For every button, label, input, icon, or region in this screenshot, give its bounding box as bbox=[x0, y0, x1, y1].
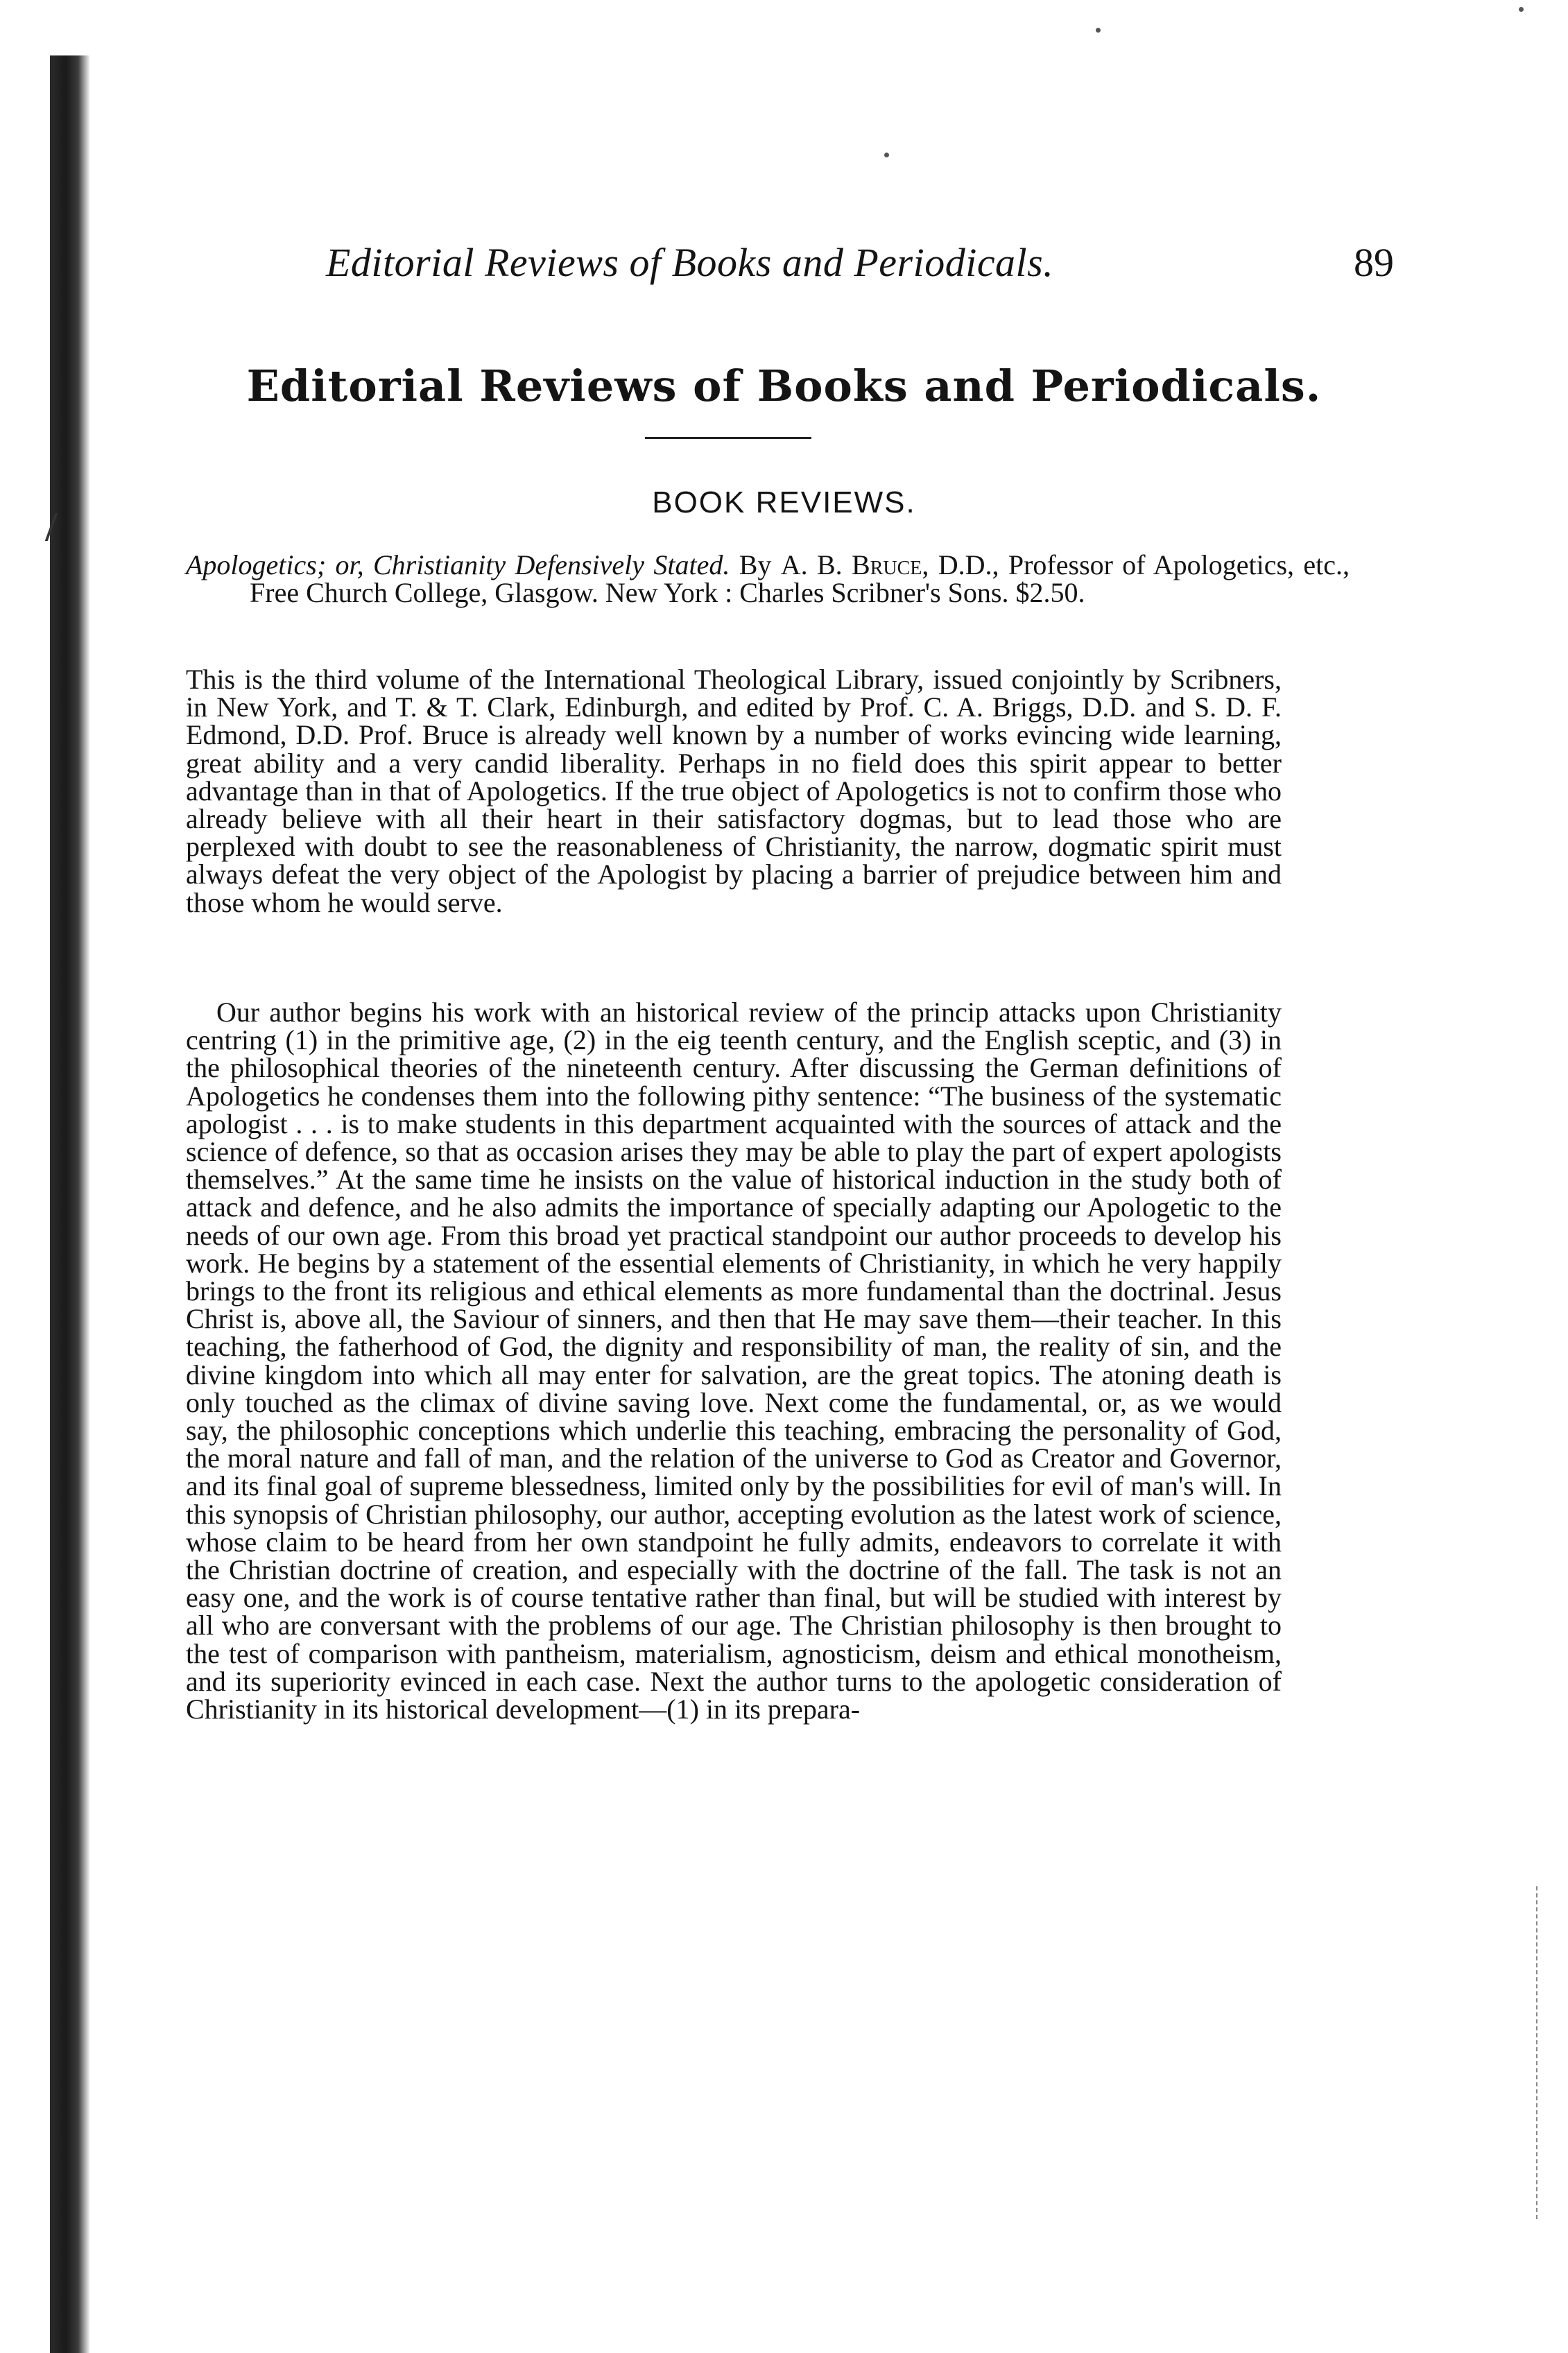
review-paragraph-2: Our author begins his work with an historical review of the princip attacks upon Christianity centring (1) in the primitive age, (2) in the eig teenth century, and the English sceptic, and (3) in the philosophical theories of the nineteenth century. After discussing the German definitions of Apologetics he condenses them into the following pithy sentence: “The business of the systematic apologist . . . is to make students in this department acquainted with the sources of attack and the science of defence, so that as occasion arises they may be able to play the part of expert apologists themselves.” At the same time he insists on the value of historical induction in the study both of attack and defence, and he also admits the importance of specially adapting our Apologetic to the needs of our own age. From this broad yet practical standpoint our author proceeds to develop his work. He begins by a statement of the essential elements of Christianity, in which he very happily brings to the front its religious and ethical elements as more fundamental than the doctrinal. Jesus Christ is, above all, the Saviour of sinners, and then that He may save them—their teacher. In this teaching, the fatherhood of God, the dignity and responsibility of man, the reality of sin, and the divine kingdom into which all may enter for salvation, are the great topics. The atoning death is only touched as the climax of divine saving love. Next come the fundamental, or, as we would say, the philosophic conceptions which underlie this teaching, embracing the personality of God, the moral nature and fall of man, and the relation of the universe to God as Creator and Governor, and its final goal of supreme blessedness, limited only by the possibilities for evil of man's will. In this synopsis of Christian philosophy, our author, accepting evolution as the latest work of science, whose claim to be heard from her own standpoint he fully admits, endeavors to correlate it with the Christian doctrine of creation, and especially with the doctrine of the fall. The task is not an easy one, and the work is of course tentative rather than final, but will be studied with interest by all who are conversant with the problems of our age. The Christian philosophy is then brought to the test of comparison with pantheism, materialism, agnosticism, deism and ethical monotheism, and its superiority evinced in each case. Next the author turns to the apologetic consideration of Christianity in its historical development—(1) in its prepara- bbox=[186, 997, 1282, 1725]
review-citation bbox=[186, 551, 1350, 607]
section-title: Editorial Reviews of Books and Periodicals. bbox=[246, 361, 1322, 411]
scan-dot bbox=[1096, 28, 1101, 33]
scan-dot bbox=[1519, 7, 1524, 12]
review-paragraph-1: This is the third volume of the International Theological Library, issued conjointly by Scribners, in New York, and T. & T. Clark, Edinburgh, and edited by Prof. C. A. Briggs, D.D. and S. D. F. Edmond, D.D. Prof. Bruce is already well known by a number of works evincing wide learning, great ability and a very candid liberality. Perhaps in no field does this spirit appear to better advantage than in that of Apologetics. If the true object of Apologetics is not to confirm those who already believe with all their heart in their satisfactory dogmas, but to lead those who are perplexed with doubt to see the reasonableness of Christianity, the narrow, dogmatic spirit must always defeat the very object of the Apologist by placing a barrier of prejudice between him and those whom he would serve. bbox=[186, 664, 1282, 918]
scan-edge-marks bbox=[1536, 1886, 1546, 2219]
title-divider bbox=[645, 437, 811, 439]
running-head-title: Editorial Reviews of Books and Periodicals. bbox=[326, 240, 1054, 285]
scan-dot bbox=[884, 153, 889, 157]
book-author: A. B. Bruce, D.D., bbox=[780, 549, 999, 580]
page-number: 89 bbox=[1354, 240, 1394, 285]
review-paragraph-2-container bbox=[186, 999, 1282, 1723]
book-publication-details: Professor of Apologetics, etc., Free Church College, Glasgow. New York : Charles Scribner's Sons. $2.50. bbox=[250, 549, 1350, 609]
subheading-book-reviews: BOOK REVIEWS. bbox=[652, 485, 916, 519]
running-head bbox=[326, 239, 1394, 295]
by-label: By bbox=[739, 549, 772, 580]
book-title: Apologetics; or, Christianity Defensively Stated. bbox=[186, 549, 730, 580]
